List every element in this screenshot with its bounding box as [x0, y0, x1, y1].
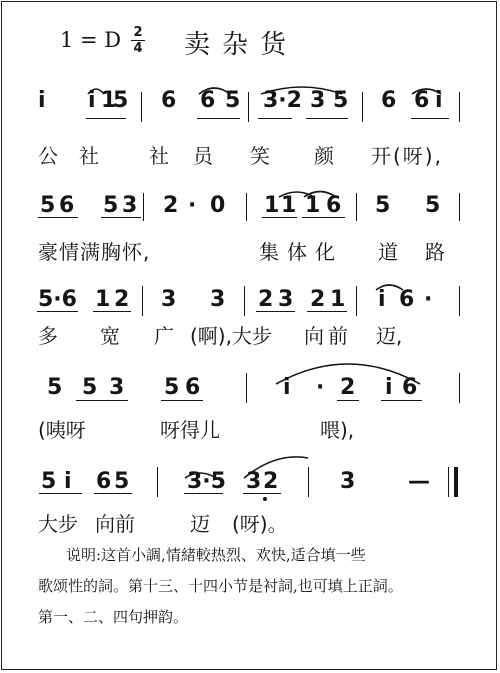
note-symbol: 5	[425, 193, 441, 218]
lyric-text: 宽	[100, 324, 120, 348]
note-symbol: 6	[185, 375, 201, 400]
note-symbol: 3	[210, 287, 226, 312]
beam-underline	[37, 311, 78, 312]
note-symbol: 2	[310, 287, 326, 312]
lyric-text: 集体化	[259, 240, 343, 264]
note-symbol: 5	[113, 88, 129, 113]
note-symbol: 6	[414, 88, 430, 113]
note-symbol: 0	[210, 193, 226, 218]
octave-dot-below	[263, 497, 267, 501]
beam-underline	[337, 400, 359, 401]
lyric-text: 多	[38, 324, 58, 348]
key-signature: 1 = D	[60, 28, 122, 52]
beam-underline	[197, 118, 240, 119]
barline	[459, 286, 460, 316]
note-symbol: 5	[114, 469, 130, 494]
beam-underline	[38, 217, 78, 218]
note-symbol: 5	[47, 375, 63, 400]
time-signature-bottom: 4	[133, 41, 143, 56]
note-symbol: 1	[305, 193, 321, 218]
beam-underline	[262, 217, 297, 218]
time-signature-top: 2	[133, 25, 143, 40]
lyric-text: 广	[154, 324, 174, 348]
note-symbol: i	[38, 88, 46, 113]
barline	[244, 286, 245, 316]
note-symbol: 5	[225, 88, 241, 113]
description-line: 说明:这首小調,情緒較热烈、欢快,适合填一些	[66, 546, 366, 564]
note-symbol: 6	[381, 88, 397, 113]
note-symbol: 5	[375, 193, 391, 218]
lyric-text: 笑	[250, 144, 270, 168]
beam-underline	[381, 400, 422, 401]
beam-underline	[94, 493, 132, 494]
note-symbol: ·	[316, 375, 325, 400]
note-symbol: 2	[258, 287, 274, 312]
note-symbol: i	[88, 88, 96, 113]
barline	[141, 92, 142, 122]
lyric-text: 大步	[38, 512, 78, 536]
description-line: 歌颂性的詞。第十三、十四小节是衬詞,也可填上正詞。	[38, 577, 403, 595]
beam-underline	[306, 118, 348, 119]
note-symbol: 2	[114, 287, 130, 312]
final-barline-thick	[454, 467, 458, 497]
note-symbol: 1	[264, 193, 280, 218]
lyric-text: (呀)。	[232, 512, 288, 536]
barline	[142, 286, 143, 316]
barline	[308, 467, 309, 497]
barline	[248, 92, 249, 122]
note-symbol: 6	[326, 193, 342, 218]
beam-underline	[411, 118, 449, 119]
beam-underline	[76, 400, 128, 401]
lyric-text: 路	[425, 240, 445, 264]
lyric-text: 社员	[149, 144, 237, 168]
note-symbol: 3	[246, 469, 262, 494]
barline	[157, 467, 158, 497]
barline	[459, 92, 460, 122]
barline	[459, 193, 460, 221]
description-line: 第一、二、四句押韵。	[38, 608, 189, 626]
note-symbol: 3	[340, 469, 356, 494]
beam-underline	[161, 400, 203, 401]
lyric-text: 开(呀),	[371, 144, 443, 168]
note-symbol: ·	[188, 193, 197, 218]
note-symbol: 1	[281, 193, 297, 218]
note-symbol: 3	[278, 287, 294, 312]
lyric-text: (咦呀	[38, 418, 86, 442]
beam-underline	[86, 118, 126, 119]
note-symbol: 2	[263, 469, 279, 494]
note-symbol: 3	[109, 375, 125, 400]
note-symbol: 3·5	[187, 469, 226, 494]
note-symbol: —	[408, 469, 430, 494]
note-symbol: i	[385, 375, 393, 400]
time-signature	[131, 26, 145, 55]
lyric-text: 迈	[190, 512, 210, 536]
barline	[459, 373, 460, 403]
beam-underline	[39, 493, 82, 494]
note-symbol: 3	[122, 193, 138, 218]
note-symbol: 2	[163, 193, 179, 218]
note-symbol: 3	[310, 88, 326, 113]
note-symbol: 5	[82, 375, 98, 400]
lyric-text: 向前	[95, 512, 135, 536]
lyric-text: 向前	[304, 324, 352, 348]
note-symbol: 3·2	[263, 88, 302, 113]
note-symbol: 2	[340, 375, 356, 400]
note-symbol: 5	[333, 88, 349, 113]
note-symbol: 5	[41, 469, 57, 494]
lyric-text: (啊),大步	[190, 324, 272, 348]
barline	[356, 193, 357, 221]
beam-underline	[93, 311, 131, 312]
note-symbol: 6	[161, 88, 177, 113]
final-barline-thin	[448, 467, 449, 497]
note-symbol: i	[378, 287, 386, 312]
lyric-text: 迈,	[376, 324, 403, 348]
note-symbol: 3	[161, 287, 177, 312]
beam-underline	[256, 311, 295, 312]
note-symbol: 6	[96, 469, 112, 494]
note-symbol: 1	[95, 287, 111, 312]
beam-underline	[184, 493, 223, 494]
lyric-text: 道	[378, 240, 398, 264]
note-symbol: 1	[330, 287, 346, 312]
lyric-text: 呀得儿	[160, 418, 220, 442]
note-symbol: 5	[103, 193, 119, 218]
barline	[246, 373, 247, 403]
note-symbol: 1	[101, 88, 117, 113]
note-symbol: ·	[424, 287, 433, 312]
beam-underline	[243, 493, 281, 494]
barline	[362, 92, 363, 122]
barline	[356, 286, 357, 316]
lyric-text: 豪情满胸怀,	[38, 240, 151, 264]
note-symbol: 5	[40, 193, 56, 218]
lyric-text: 颜	[314, 144, 334, 168]
beam-underline	[302, 217, 345, 218]
note-symbol: 6	[59, 193, 75, 218]
note-symbol: i	[64, 469, 72, 494]
song-title: 卖杂货	[184, 30, 299, 60]
note-symbol: 5	[164, 375, 180, 400]
barline	[143, 193, 144, 221]
note-symbol: i	[435, 88, 443, 113]
note-symbol: 5·6	[38, 287, 77, 312]
beam-underline	[258, 118, 292, 119]
note-symbol: i	[283, 375, 291, 400]
note-symbol: 6	[399, 287, 415, 312]
note-symbol: 6	[200, 88, 216, 113]
barline	[246, 193, 247, 221]
beam-underline	[101, 217, 141, 218]
beam-underline	[307, 311, 347, 312]
lyric-text: 公社	[38, 144, 120, 168]
note-symbol: 6	[402, 375, 418, 400]
lyric-text: 喂),	[320, 418, 355, 442]
